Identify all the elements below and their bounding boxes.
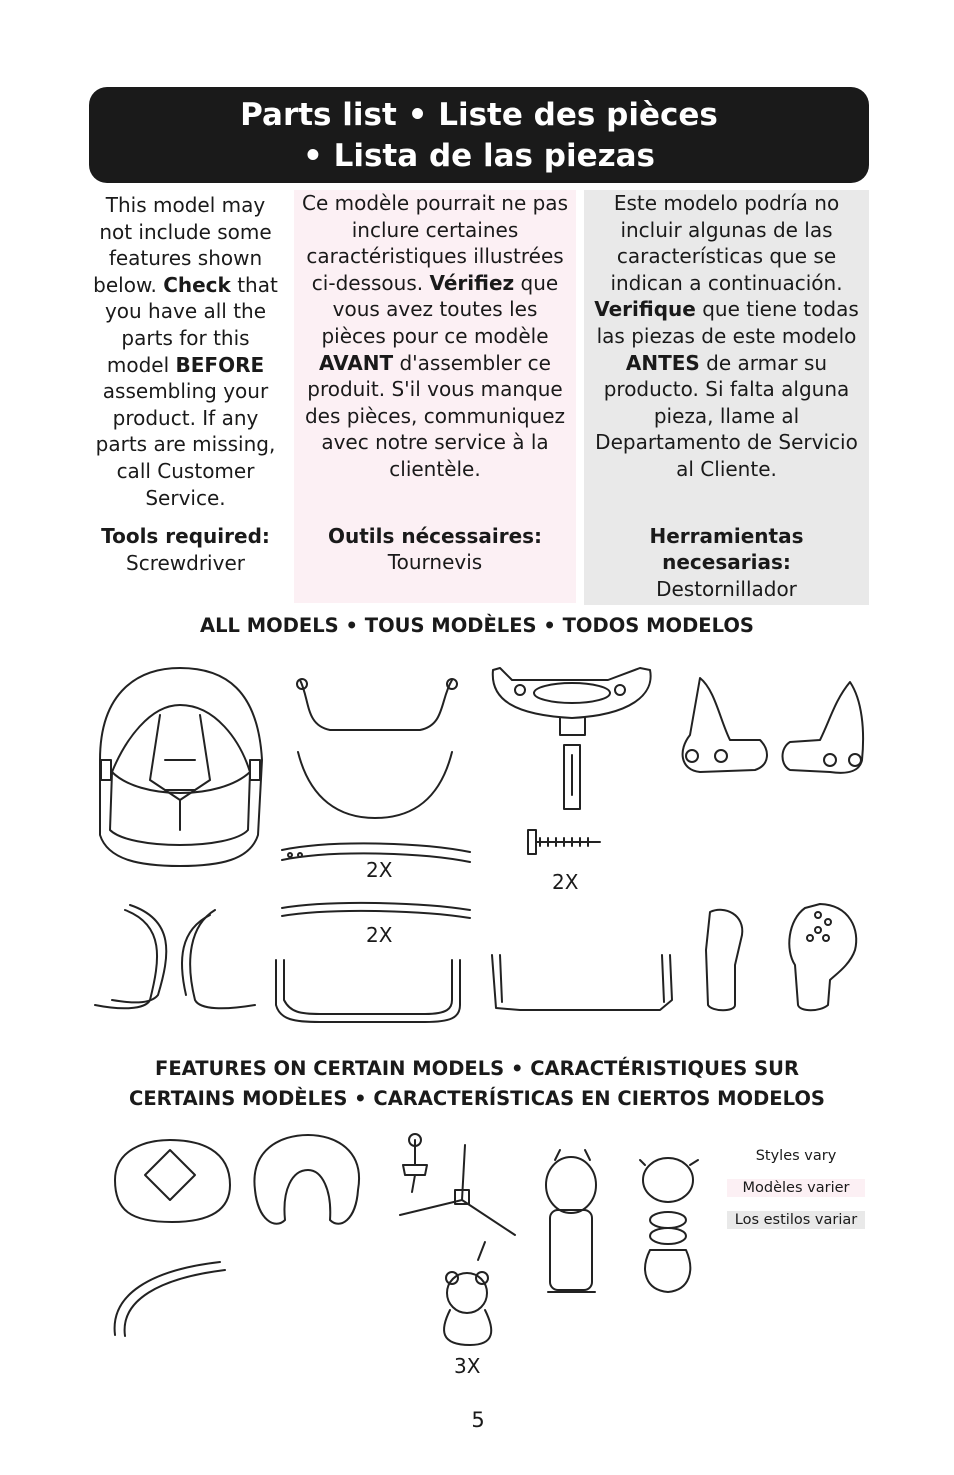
hippo-toy-illustration bbox=[546, 1150, 596, 1292]
peg-illustration bbox=[564, 745, 580, 809]
seat-pad-illustration bbox=[100, 668, 262, 866]
head-support-illustration bbox=[115, 1140, 230, 1222]
control-unit-illustration bbox=[789, 904, 856, 1010]
tube-upper-qty: 2X bbox=[366, 858, 393, 882]
tray-illustration bbox=[493, 668, 651, 735]
title-line-2: • Lista de las piezas bbox=[302, 138, 656, 174]
styles-vary-es: Los estilos variar bbox=[727, 1211, 865, 1229]
screw-illustration bbox=[528, 830, 600, 854]
right-housing-illustration bbox=[783, 682, 864, 773]
giraffe-toy-illustration bbox=[640, 1158, 698, 1292]
all-models-heading: ALL MODELS • TOUS MODÈLES • TODOS MODELOS bbox=[200, 614, 754, 637]
features-heading: FEATURES ON CERTAIN MODELS • CARACTÉRISTIQUES SUR CERTAINS MODÈLES • CARACTERÍSTICAS EN CIERTOS MODELOS bbox=[129, 1057, 825, 1110]
front-legs-illustration bbox=[95, 905, 255, 1008]
rear-base-illustration bbox=[492, 955, 672, 1010]
english-tools: Tools required: Screwdriver bbox=[101, 524, 270, 575]
styles-vary-fr: Modèles varier bbox=[727, 1179, 865, 1197]
page-number: 5 bbox=[471, 1408, 485, 1432]
u-base-illustration bbox=[276, 960, 460, 1022]
spanish-tools: Herramientas necesarias: Destornillador bbox=[649, 523, 804, 601]
neck-pillow-illustration bbox=[254, 1135, 359, 1224]
english-intro: This model may not include some features shown below. Check that you have all the parts for this model BEFORE assembling your product. If any parts are missing, call Customer Service. bbox=[93, 193, 278, 510]
mobile-arm-illustration bbox=[400, 1134, 515, 1235]
motor-housing-illustration bbox=[706, 910, 742, 1010]
tube-lower-qty: 2X bbox=[366, 923, 393, 947]
french-tools: Outils nécessaires: Tournevis bbox=[327, 523, 543, 575]
styles-vary-en: Styles vary bbox=[755, 1148, 837, 1164]
bear-qty: 3X bbox=[454, 1354, 481, 1378]
bear-toy-illustration bbox=[444, 1242, 491, 1345]
wire-arch-illustration bbox=[298, 752, 452, 818]
top-arch-illustration bbox=[297, 679, 457, 730]
lower-tube-illustration bbox=[282, 903, 470, 918]
french-intro: Ce modèle pourrait ne pas inclure certaines caractéristiques illustrées ci-dessous. Vérifiez que vous avez toutes les pièces pour ce modèle AVANT d'assembler ce produit. S'il vous manque des pièces, communiquez avec notre service à la clientèle. bbox=[302, 191, 568, 481]
left-housing-illustration bbox=[683, 678, 767, 772]
canopy-arc-illustration bbox=[115, 1262, 225, 1336]
spanish-intro: Este modelo podría no incluir algunas de las características que se indican a continuación. Verifique que tiene todas las piezas de este modelo ANTES de armar su producto. Si falta alguna pieza, llame al Departamento de Servicio al Cliente. bbox=[594, 191, 859, 481]
title-line-1: Parts list • Liste des pièces bbox=[240, 97, 718, 133]
screw-qty: 2X bbox=[552, 870, 579, 894]
